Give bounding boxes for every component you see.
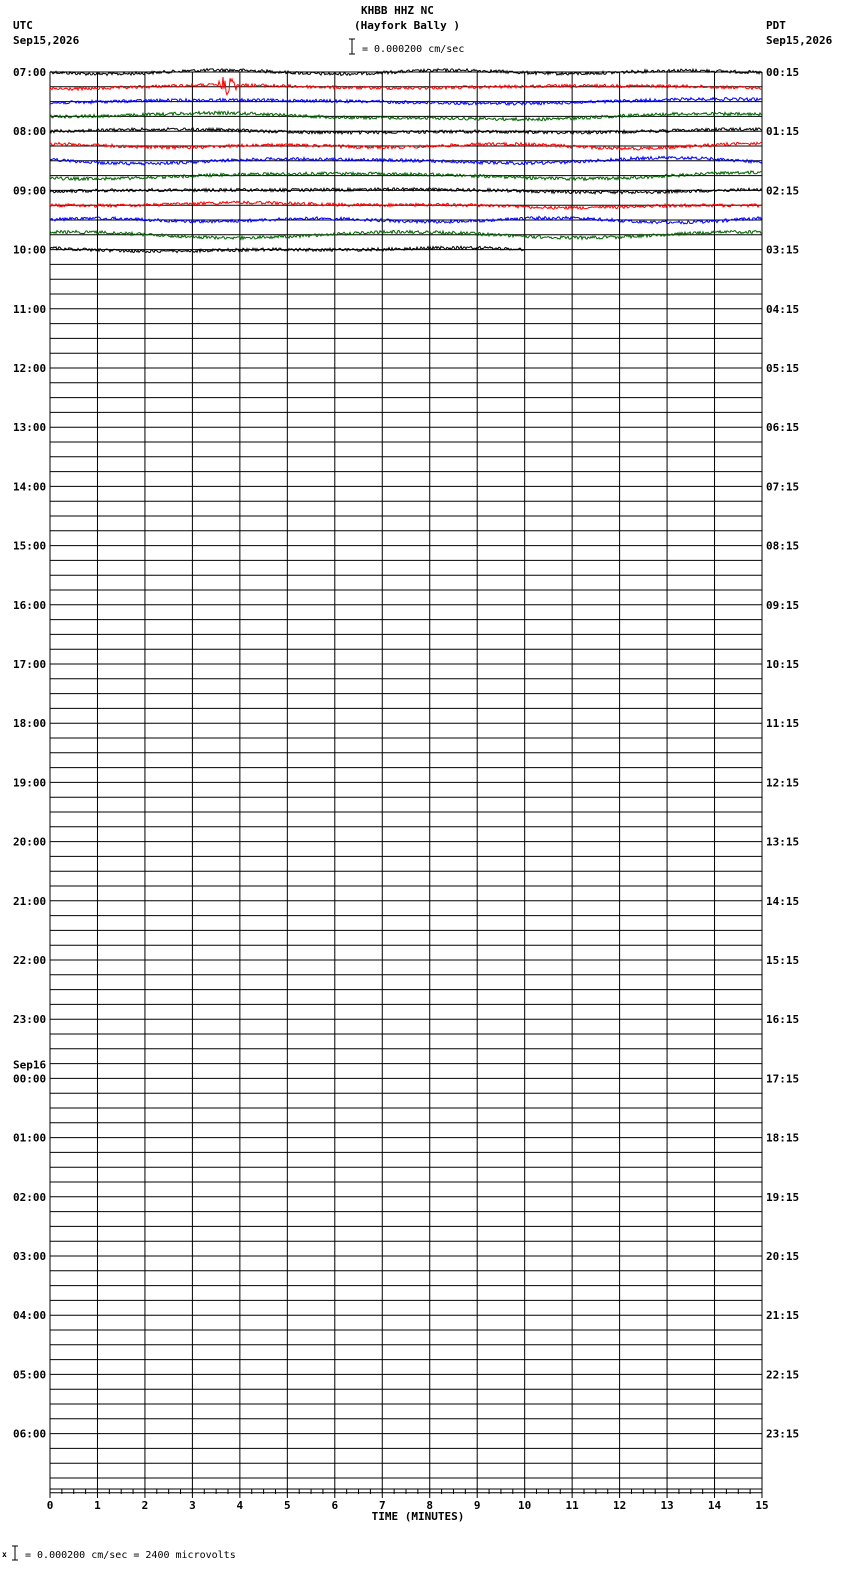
utc-hour-label: 14:00 bbox=[13, 480, 47, 494]
pdt-hour-label: 07:15 bbox=[766, 480, 800, 494]
x-tick-label: 1 bbox=[94, 1499, 101, 1512]
utc-hour-label: 19:00 bbox=[13, 776, 47, 790]
utc-hour-label: 17:00 bbox=[13, 658, 47, 671]
pdt-hour-label: 11:15 bbox=[766, 717, 800, 731]
utc-hour-label: 08:00 bbox=[13, 125, 47, 139]
x-axis-label: TIME (MINUTES) bbox=[371, 1510, 465, 1523]
pdt-hour-label: 15:15 bbox=[766, 954, 800, 967]
pdt-hour-label: 08:15 bbox=[766, 539, 800, 553]
x-tick-label: 9 bbox=[473, 1499, 481, 1512]
station-location: (Hayfork Bally ) bbox=[354, 19, 460, 32]
utc-hour-label: 12:00 bbox=[13, 362, 47, 375]
utc-hour-label: 00:00 bbox=[13, 1072, 47, 1086]
left-date: Sep15,2026 bbox=[13, 34, 80, 47]
utc-hour-label: 07:00 bbox=[13, 66, 47, 79]
right-timezone: PDT bbox=[766, 19, 786, 32]
utc-hour-label: 03:00 bbox=[13, 1250, 47, 1263]
utc-hour-label: 22:00 bbox=[13, 954, 47, 967]
utc-hour-label: 11:00 bbox=[13, 302, 47, 316]
pdt-hour-label: 22:15 bbox=[766, 1368, 800, 1382]
x-tick-label: 2 bbox=[141, 1499, 149, 1512]
pdt-hour-label: 14:15 bbox=[766, 894, 800, 908]
footer-marker: x bbox=[2, 1550, 7, 1559]
pdt-hour-label: 23:15 bbox=[766, 1427, 800, 1441]
pdt-hour-label: 00:15 bbox=[766, 66, 800, 79]
utc-hour-label: 05:00 bbox=[13, 1368, 47, 1382]
scale-bar-icon bbox=[349, 39, 355, 54]
date-change-label: Sep16 bbox=[13, 1058, 47, 1072]
x-tick-label: 4 bbox=[236, 1499, 244, 1512]
x-tick-label: 13 bbox=[660, 1499, 674, 1512]
scale-legend: = 0.000200 cm/sec bbox=[362, 44, 465, 55]
x-tick-label: 3 bbox=[189, 1499, 196, 1512]
pdt-hour-label: 06:15 bbox=[766, 421, 800, 435]
x-tick-label: 10 bbox=[518, 1499, 532, 1512]
pdt-hour-label: 17:15 bbox=[766, 1072, 800, 1086]
x-tick-label: 0 bbox=[46, 1499, 54, 1512]
utc-hour-label: 20:00 bbox=[13, 835, 47, 849]
utc-hour-label: 02:00 bbox=[13, 1190, 47, 1204]
utc-hour-label: 09:00 bbox=[13, 184, 47, 198]
right-date: Sep15,2026 bbox=[766, 34, 833, 47]
utc-hour-label: 06:00 bbox=[13, 1427, 47, 1441]
utc-hour-label: 18:00 bbox=[13, 717, 47, 731]
station-title: KHBB HHZ NC bbox=[361, 4, 434, 17]
x-tick-label: 14 bbox=[707, 1499, 722, 1512]
utc-hour-label: 13:00 bbox=[13, 421, 47, 435]
plot-grid bbox=[50, 72, 762, 1493]
pdt-hour-label: 09:15 bbox=[766, 598, 800, 612]
pdt-hour-label: 16:15 bbox=[766, 1013, 800, 1027]
footer-scale-text: = 0.000200 cm/sec = 2400 microvolts bbox=[25, 1550, 236, 1561]
x-tick-label: 11 bbox=[565, 1499, 579, 1512]
pdt-hour-label: 04:15 bbox=[766, 302, 800, 316]
utc-hour-label: 04:00 bbox=[13, 1309, 47, 1323]
pdt-hour-label: 20:15 bbox=[766, 1250, 800, 1263]
pdt-hour-label: 10:15 bbox=[766, 658, 800, 671]
trace-line bbox=[50, 77, 762, 95]
pdt-hour-label: 02:15 bbox=[766, 184, 800, 198]
x-tick-label: 8 bbox=[426, 1499, 434, 1512]
left-timezone: UTC bbox=[13, 19, 33, 32]
utc-hour-label: 15:00 bbox=[13, 539, 47, 553]
pdt-hour-label: 01:15 bbox=[766, 125, 800, 139]
footer-scale-bar-icon bbox=[12, 1546, 18, 1560]
utc-hour-label: 01:00 bbox=[13, 1131, 47, 1145]
utc-hour-label: 23:00 bbox=[13, 1013, 47, 1027]
pdt-hour-label: 13:15 bbox=[766, 835, 800, 849]
pdt-hour-label: 19:15 bbox=[766, 1190, 800, 1204]
pdt-hour-label: 21:15 bbox=[766, 1309, 800, 1323]
pdt-hour-label: 12:15 bbox=[766, 776, 800, 790]
x-tick-label: 7 bbox=[378, 1499, 386, 1512]
x-tick-label: 15 bbox=[755, 1499, 769, 1512]
utc-hour-label: 10:00 bbox=[13, 243, 47, 257]
x-tick-label: 6 bbox=[331, 1499, 339, 1512]
x-tick-label: 5 bbox=[284, 1499, 291, 1512]
time-axis bbox=[47, 1489, 769, 1523]
utc-hour-label: 21:00 bbox=[13, 894, 47, 908]
x-tick-label: 12 bbox=[612, 1499, 627, 1512]
pdt-hour-label: 05:15 bbox=[766, 362, 800, 375]
pdt-hour-label: 18:15 bbox=[766, 1131, 800, 1145]
pdt-hour-label: 03:15 bbox=[766, 243, 800, 257]
utc-hour-label: 16:00 bbox=[13, 598, 47, 612]
